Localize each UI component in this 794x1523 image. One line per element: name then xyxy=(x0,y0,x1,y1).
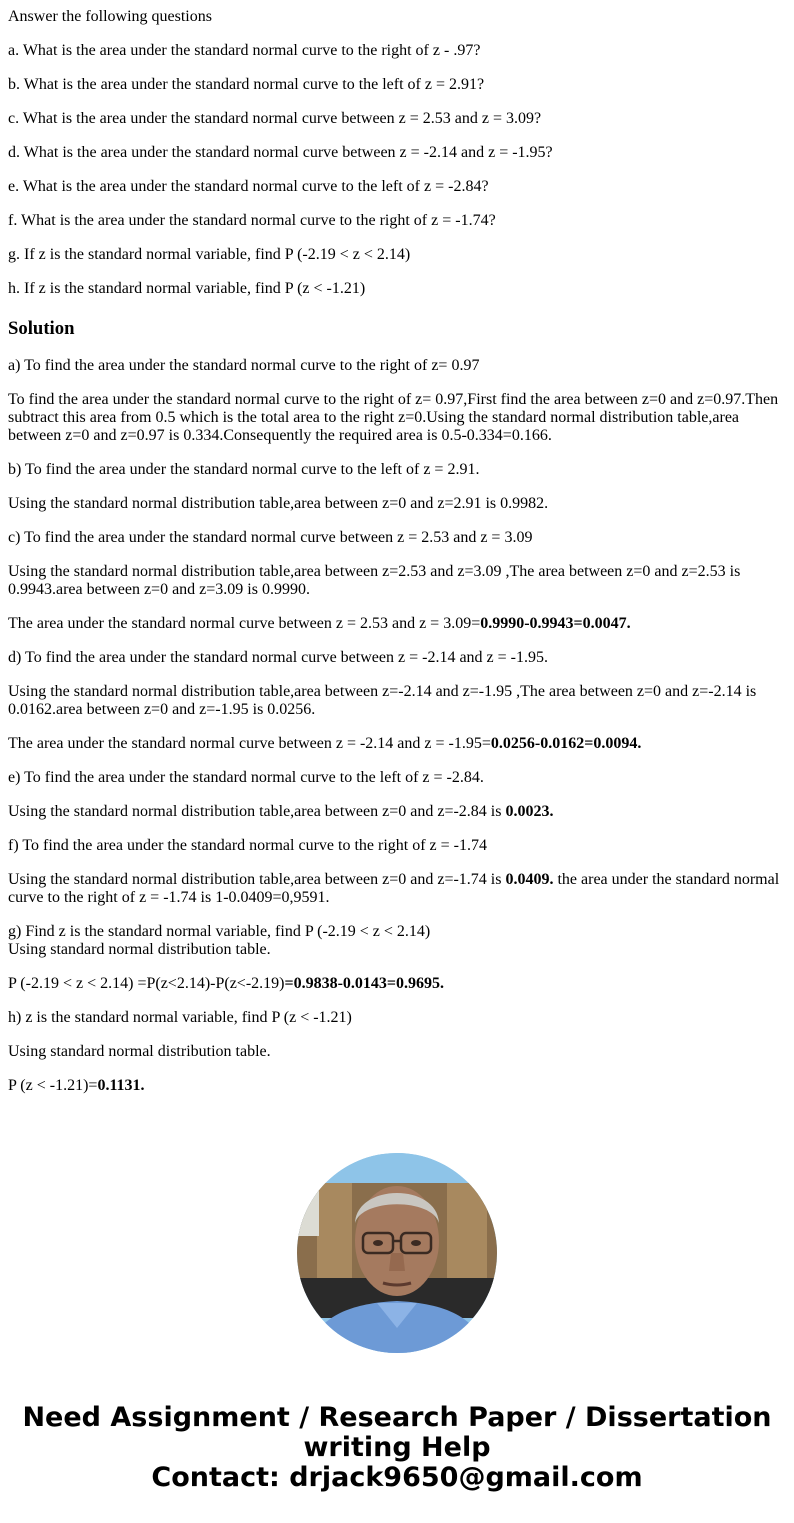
solution-c-result: The area under the standard normal curve between z = 2.53 and z = 3.09=0.9990-0.9943=0.0047. xyxy=(8,615,631,632)
solution-f-title: f) To find the area under the standard normal curve to the right of z = -1.74 xyxy=(8,837,487,854)
author-photo-icon xyxy=(297,1153,497,1353)
solution-b-body: Using the standard normal distribution table,area between z=0 and z=2.91 is 0.9982. xyxy=(8,495,549,512)
promo-line-1: Need Assignment / Research Paper / Dissertation xyxy=(22,1402,772,1433)
questions-intro: Answer the following questions xyxy=(8,8,212,25)
question-c: c. What is the area under the standard normal curve between z = 2.53 and z = 3.09? xyxy=(8,110,542,127)
solution-a-body: To find the area under the standard normal curve to the right of z= 0.97,First find the area between z=0 and z=0.97.Then subtract this area from 0.5 which is the total area to the right z=0.Using the standard normal distribution table,area between z=0 and z=0.97 is 0.334.Consequently the required area is 0.5-0.334=0.166. xyxy=(8,391,779,444)
solution-g-answer: =0.9838-0.0143=0.9695. xyxy=(284,975,445,992)
author-avatar xyxy=(297,1153,497,1353)
solution-g-subtitle: Using standard normal distribution table. xyxy=(8,941,271,958)
solution-a-title: a) To find the area under the standard normal curve to the right of z= 0.97 xyxy=(8,357,480,374)
solution-e-title: e) To find the area under the standard normal curve to the left of z = -2.84. xyxy=(8,769,484,786)
question-g: g. If z is the standard normal variable, find P (-2.19 < z < 2.14) xyxy=(8,246,411,263)
promo-contact: Contact: drjack9650@gmail.com xyxy=(151,1462,643,1493)
solution-heading: Solution xyxy=(8,318,75,339)
solution-d-answer: 0.0256-0.0162=0.0094. xyxy=(490,735,642,752)
solution-f-body: Using the standard normal distribution table,area between z=0 and z=-1.74 is 0.0409. the area under the standard normal curve to the right of z = -1.74 is 1-0.0409=0,9591. xyxy=(8,871,780,906)
solution-g-result: P (-2.19 < z < 2.14) =P(z<2.14)-P(z<-2.19)=0.9838-0.0143=0.9695. xyxy=(8,975,445,992)
question-f: f. What is the area under the standard normal curve to the right of z = -1.74? xyxy=(8,212,496,229)
question-d: d. What is the area under the standard normal curve between z = -2.14 and z = -1.95? xyxy=(8,144,553,161)
promo-footer xyxy=(0,1403,794,1493)
question-e: e. What is the area under the standard normal curve to the left of z = -2.84? xyxy=(8,178,489,195)
solution-h-answer: 0.1131. xyxy=(97,1077,145,1094)
solution-b-title: b) To find the area under the standard normal curve to the left of z = 2.91. xyxy=(8,461,480,478)
solution-g-title: g) Find z is the standard normal variable, find P (-2.19 < z < 2.14) xyxy=(8,923,431,940)
solution-d-title: d) To find the area under the standard normal curve between z = -2.14 and z = -1.95. xyxy=(8,649,548,666)
solution-c-answer: 0.9990-0.9943=0.0047. xyxy=(480,615,631,632)
question-a: a. What is the area under the standard normal curve to the right of z - .97? xyxy=(8,42,481,59)
solution-h-body: Using standard normal distribution table. xyxy=(8,1043,271,1060)
solution-f-answer: 0.0409. xyxy=(505,871,554,888)
solution-c-body: Using the standard normal distribution table,area between z=2.53 and z=3.09 ,The area between z=0 and z=2.53 is 0.9943.area between z=0 and z=3.09 is 0.9990. xyxy=(8,563,741,598)
question-b: b. What is the area under the standard normal curve to the left of z = 2.91? xyxy=(8,76,485,93)
solution-h-title: h) z is the standard normal variable, find P (z < -1.21) xyxy=(8,1009,352,1026)
promo-line-2: writing Help xyxy=(303,1432,491,1463)
solution-e-answer: 0.0023. xyxy=(505,803,554,820)
solution-c-title: c) To find the area under the standard normal curve between z = 2.53 and z = 3.09 xyxy=(8,529,533,546)
solution-e-body: Using the standard normal distribution table,area between z=0 and z=-2.84 is 0.0023. xyxy=(8,803,554,820)
solution-d-body: Using the standard normal distribution table,area between z=-2.14 and z=-1.95 ,The area between z=0 and z=-2.14 is 0.0162.area between z=0 and z=-1.95 is 0.0256. xyxy=(8,683,757,718)
solution-d-result: The area under the standard normal curve between z = -2.14 and z = -1.95=0.0256-0.0162=0.0094. xyxy=(8,735,642,752)
question-h: h. If z is the standard normal variable, find P (z < -1.21) xyxy=(8,280,366,297)
solution-h-result: P (z < -1.21)=0.1131. xyxy=(8,1077,145,1094)
